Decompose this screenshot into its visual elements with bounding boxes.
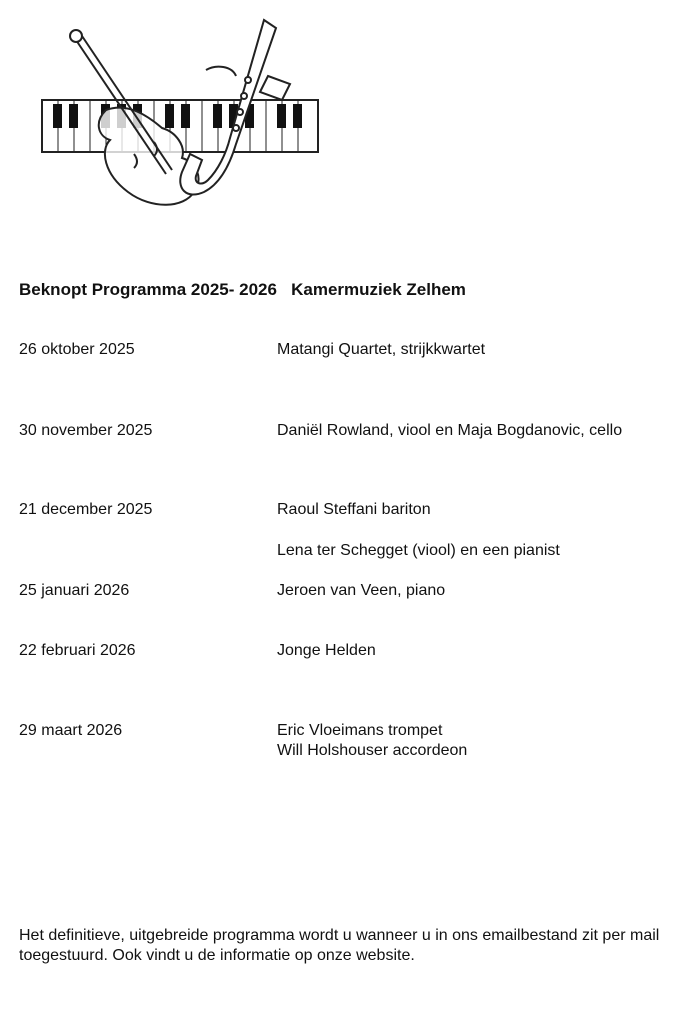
event-performer: Jeroen van Veen, piano [277,582,446,599]
event-performer: Raoul Steffani bariton [277,501,431,518]
event-performer: Daniël Rowland, viool en Maja Bogdanovic, cello [277,422,623,439]
footer-note: Het definitieve, uitgebreide programma wordt u wanneer u in ons emailbestand zit per mail toegestuurd. Ook vindt u de informatie op onze website. [19,927,660,964]
event-performer: Matangi Quartet, strijkkwartet [277,341,486,358]
event-performer: Will Holshouser accordeon [277,742,468,759]
event-date: 25 januari 2026 [19,582,130,599]
event-performer: Jonge Helden [277,642,376,659]
instruments-logo [36,14,336,214]
event-date: 26 oktober 2025 [19,341,135,358]
event-performer: Lena ter Schegget (viool) en een pianist [277,542,560,559]
page-title: Beknopt Programma 2025- 2026 Kamermuziek Zelhem [19,280,466,299]
event-date: 30 november 2025 [19,422,153,439]
event-date: 22 februari 2026 [19,642,136,659]
event-date: 29 maart 2026 [19,722,123,739]
event-performer: Eric Vloeimans trompet [277,722,443,739]
event-date: 21 december 2025 [19,501,153,518]
